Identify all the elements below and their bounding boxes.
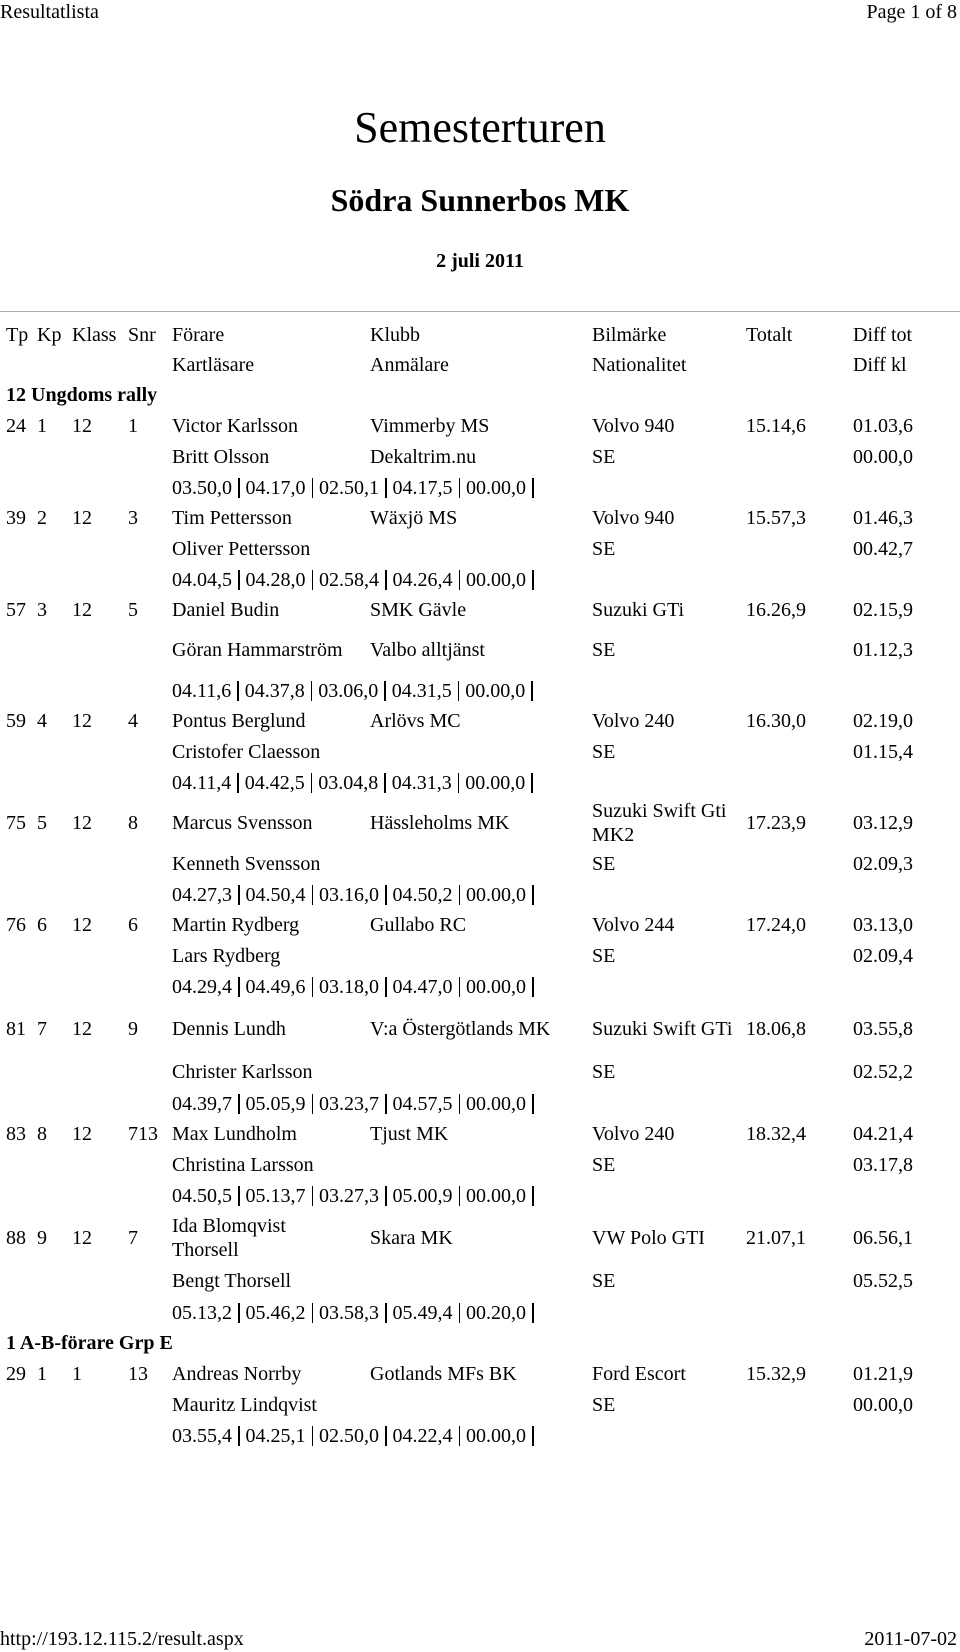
driver-club: Skara MK xyxy=(370,1226,453,1249)
stage-time: 04.50,2 xyxy=(392,883,453,906)
diff-total: 01.21,9 xyxy=(853,1363,913,1385)
results-table xyxy=(0,320,960,1451)
stage-times xyxy=(172,971,540,1002)
class-number: 12 xyxy=(72,710,92,732)
col-klass: Klass xyxy=(72,324,117,346)
stage-time: 03.06,0 xyxy=(318,679,379,702)
diff-total: 02.15,9 xyxy=(853,599,913,621)
total-time: 15.32,9 xyxy=(746,1363,806,1385)
split-divider xyxy=(238,570,240,590)
split-divider xyxy=(385,1303,387,1323)
driver-club: Wäxjö MS xyxy=(370,507,458,529)
entry-sub-row xyxy=(0,848,960,879)
diff-class: 01.12,3 xyxy=(853,639,913,661)
driver-club: SMK Gävle xyxy=(370,599,467,621)
stage-time: 00.00,0 xyxy=(466,883,526,906)
stage-time: 03.04,8 xyxy=(318,771,379,794)
nationality: SE xyxy=(592,639,616,661)
stage-time: 04.27,3 xyxy=(172,883,232,906)
stage-time: 00.20,0 xyxy=(466,1301,526,1324)
split-divider xyxy=(312,570,314,590)
entrant: Dekaltrim.nu xyxy=(370,445,477,468)
position-class: 3 xyxy=(37,599,47,621)
split-divider xyxy=(238,885,240,905)
nationality: SE xyxy=(592,1060,616,1083)
stage-time: 04.26,4 xyxy=(392,568,453,591)
stage-time: 04.31,5 xyxy=(391,679,452,702)
stage-time: 05.49,4 xyxy=(392,1301,453,1324)
position-total: 59 xyxy=(6,710,26,732)
stage-time: 00.00,0 xyxy=(466,476,526,499)
split-divider xyxy=(459,977,461,997)
split-divider xyxy=(312,1186,314,1206)
split-divider xyxy=(532,885,534,905)
diff-class: 00.42,7 xyxy=(853,537,913,560)
position-class: 1 xyxy=(37,1363,47,1385)
entry-sub-row xyxy=(0,533,960,564)
diff-total: 03.12,9 xyxy=(853,812,913,834)
car-make: Suzuki Swift Gti MK2 xyxy=(592,800,727,846)
position-class: 2 xyxy=(37,507,47,529)
driver-name: Ida Blomqvist Thorsell xyxy=(172,1214,286,1261)
col-kp: Kp xyxy=(37,324,62,346)
stage-times xyxy=(172,564,540,595)
col-klubb: Klubb xyxy=(370,324,420,346)
split-divider xyxy=(237,681,239,701)
entry-main-row xyxy=(0,1119,960,1149)
entry-splits-row xyxy=(0,675,960,706)
start-number: 4 xyxy=(128,710,138,732)
entry-sub-row xyxy=(0,625,960,675)
class-number: 12 xyxy=(72,507,92,529)
header-separator xyxy=(0,311,960,312)
stage-time: 03.50,0 xyxy=(172,476,232,499)
position-total: 39 xyxy=(6,507,26,529)
stage-time: 00.00,0 xyxy=(466,1184,526,1207)
driver-name: Pontus Berglund xyxy=(172,710,306,732)
codriver-name: Göran Hammarström xyxy=(172,639,343,661)
class-heading: 1 A-B-förare Grp E xyxy=(6,1332,173,1354)
diff-total: 04.21,4 xyxy=(853,1123,913,1145)
stage-time: 04.37,8 xyxy=(244,679,305,702)
split-divider xyxy=(459,885,461,905)
stage-time: 04.49,6 xyxy=(245,975,306,998)
split-divider xyxy=(531,773,533,793)
split-divider xyxy=(385,1426,387,1446)
start-number: 713 xyxy=(128,1123,158,1145)
split-divider xyxy=(238,1094,240,1114)
stage-time: 05.00,9 xyxy=(392,1184,453,1207)
class-number: 12 xyxy=(72,812,92,834)
diff-total: 02.19,0 xyxy=(853,710,913,732)
event-date: 2 juli 2011 xyxy=(436,250,524,272)
split-divider xyxy=(459,1303,461,1323)
stage-time: 04.11,6 xyxy=(172,679,232,702)
total-time: 16.26,9 xyxy=(746,599,806,621)
start-number: 3 xyxy=(128,507,138,529)
column-header-row-2 xyxy=(0,350,960,380)
driver-name: Daniel Budin xyxy=(172,599,280,621)
driver-club: Gullabo RC xyxy=(370,914,467,936)
total-time: 16.30,0 xyxy=(746,710,806,732)
entry-main-row xyxy=(0,1211,960,1264)
split-divider xyxy=(238,1426,240,1446)
class-heading: 12 Ungdoms rally xyxy=(6,384,158,406)
codriver-name: Lars Rydberg xyxy=(172,944,281,967)
nationality: SE xyxy=(592,944,616,967)
stage-time: 04.04,5 xyxy=(172,568,232,591)
page-header-left: Resultatlista xyxy=(0,1,99,23)
split-divider xyxy=(458,681,460,701)
entry-sub-row xyxy=(0,1264,960,1297)
split-divider xyxy=(238,1303,240,1323)
col-totalt: Totalt xyxy=(746,324,793,346)
stage-time: 04.17,5 xyxy=(392,476,453,499)
split-divider xyxy=(312,1094,314,1114)
entry-splits-row xyxy=(0,971,960,1002)
total-time: 15.14,6 xyxy=(746,415,806,437)
position-total: 75 xyxy=(6,812,26,834)
split-divider xyxy=(384,681,386,701)
entry-splits-row xyxy=(0,1088,960,1119)
stage-time: 04.47,0 xyxy=(392,975,453,998)
start-number: 13 xyxy=(128,1363,148,1385)
entry-sub-row xyxy=(0,940,960,971)
stage-time: 03.27,3 xyxy=(319,1184,379,1207)
entry-main-row xyxy=(0,503,960,533)
start-number: 6 xyxy=(128,914,138,936)
stage-time: 04.39,7 xyxy=(172,1092,232,1115)
stage-time: 00.00,0 xyxy=(466,1424,526,1447)
nationality: SE xyxy=(592,445,616,468)
stage-time: 03.23,7 xyxy=(319,1092,379,1115)
split-divider xyxy=(385,1186,387,1206)
diff-class: 00.00,0 xyxy=(853,1393,913,1416)
diff-class: 02.09,3 xyxy=(853,852,913,875)
diff-class: 01.15,4 xyxy=(853,740,913,763)
split-divider xyxy=(385,570,387,590)
results-body xyxy=(0,380,960,1451)
split-divider xyxy=(384,773,386,793)
car-make: Suzuki Swift GTi xyxy=(592,1017,733,1040)
split-divider xyxy=(531,681,533,701)
col-forare: Förare xyxy=(172,324,225,346)
stage-times xyxy=(172,1297,540,1328)
stage-time: 04.57,5 xyxy=(392,1092,453,1115)
split-divider xyxy=(532,1303,534,1323)
diff-total: 01.46,3 xyxy=(853,507,913,529)
codriver-name: Kenneth Svensson xyxy=(172,852,321,875)
page-footer-url: http://193.12.115.2/result.aspx xyxy=(0,1628,244,1650)
split-divider xyxy=(532,570,534,590)
total-time: 18.06,8 xyxy=(746,1017,806,1040)
class-number: 12 xyxy=(72,1226,92,1249)
position-class: 9 xyxy=(37,1226,47,1249)
car-make: Volvo 244 xyxy=(592,914,675,936)
col-bilmarke: Bilmärke xyxy=(592,324,667,346)
stage-time: 03.58,3 xyxy=(319,1301,379,1324)
driver-club: Gotlands MFs BK xyxy=(370,1363,517,1385)
split-divider xyxy=(237,773,239,793)
diff-total: 01.03,6 xyxy=(853,415,913,437)
stage-time: 05.46,2 xyxy=(245,1301,306,1324)
nationality: SE xyxy=(592,1393,616,1416)
class-number: 1 xyxy=(72,1363,82,1385)
stage-time: 02.58,4 xyxy=(319,568,379,591)
entry-splits-row xyxy=(0,1297,960,1328)
position-total: 88 xyxy=(6,1226,26,1249)
stage-time: 04.50,5 xyxy=(172,1184,232,1207)
position-class: 1 xyxy=(37,415,47,437)
stage-time: 00.00,0 xyxy=(466,1092,526,1115)
codriver-name: Mauritz Lindqvist xyxy=(172,1393,317,1416)
stage-time: 02.50,0 xyxy=(319,1424,379,1447)
position-class: 5 xyxy=(37,812,47,834)
col-diff-kl: Diff kl xyxy=(853,354,907,376)
position-class: 8 xyxy=(37,1123,47,1145)
start-number: 5 xyxy=(128,599,138,621)
split-divider xyxy=(459,1186,461,1206)
total-time: 17.24,0 xyxy=(746,914,806,936)
driver-club: V:a Östergötlands MK xyxy=(370,1017,551,1040)
split-divider xyxy=(385,885,387,905)
split-divider xyxy=(312,977,314,997)
nationality: SE xyxy=(592,537,616,560)
entry-main-row xyxy=(0,595,960,625)
col-diff-tot: Diff tot xyxy=(853,324,913,346)
page-header-right: Page 1 of 8 xyxy=(866,1,957,23)
diff-total: 03.13,0 xyxy=(853,914,913,936)
split-divider xyxy=(532,1094,534,1114)
diff-total: 03.55,8 xyxy=(853,1017,913,1040)
class-number: 12 xyxy=(72,1123,92,1145)
stage-time: 05.05,9 xyxy=(245,1092,306,1115)
car-make: Ford Escort xyxy=(592,1363,686,1385)
split-divider xyxy=(385,478,387,498)
diff-class: 05.52,5 xyxy=(853,1269,913,1292)
entry-splits-row xyxy=(0,564,960,595)
entry-main-row xyxy=(0,1002,960,1055)
stage-time: 04.17,0 xyxy=(245,476,306,499)
driver-name: Max Lundholm xyxy=(172,1123,297,1145)
stage-time: 05.13,7 xyxy=(245,1184,306,1207)
split-divider xyxy=(459,1426,461,1446)
entry-main-row xyxy=(0,411,960,441)
codriver-name: Bengt Thorsell xyxy=(172,1269,292,1292)
codriver-name: Britt Olsson xyxy=(172,445,270,468)
start-number: 7 xyxy=(128,1226,138,1249)
stage-times xyxy=(172,1180,540,1211)
entry-sub-row xyxy=(0,441,960,472)
diff-class: 02.09,4 xyxy=(853,944,913,967)
car-make: VW Polo GTI xyxy=(592,1226,705,1249)
entry-main-row xyxy=(0,910,960,940)
entry-splits-row xyxy=(0,1420,960,1451)
diff-class: 03.17,8 xyxy=(853,1153,913,1176)
class-number: 12 xyxy=(72,415,92,437)
position-class: 4 xyxy=(37,710,47,732)
stage-time: 02.50,1 xyxy=(319,476,379,499)
position-total: 57 xyxy=(6,599,26,621)
total-time: 18.32,4 xyxy=(746,1123,806,1145)
class-number: 12 xyxy=(72,599,92,621)
stage-time: 00.00,0 xyxy=(466,975,526,998)
split-divider xyxy=(312,478,314,498)
split-divider xyxy=(459,570,461,590)
stage-time: 03.55,4 xyxy=(172,1424,232,1447)
split-divider xyxy=(238,1186,240,1206)
car-make: Volvo 240 xyxy=(592,1123,675,1145)
stage-times xyxy=(172,1420,540,1451)
driver-name: Andreas Norrby xyxy=(172,1363,302,1385)
driver-name: Victor Karlsson xyxy=(172,415,298,437)
split-divider xyxy=(385,1094,387,1114)
split-divider xyxy=(238,977,240,997)
split-divider xyxy=(459,478,461,498)
split-divider xyxy=(532,977,534,997)
driver-club: Vimmerby MS xyxy=(370,415,490,437)
entry-sub-row xyxy=(0,736,960,767)
page-footer-date: 2011-07-02 xyxy=(864,1628,957,1650)
split-divider xyxy=(312,1426,314,1446)
stage-time: 04.22,4 xyxy=(392,1424,453,1447)
stage-times xyxy=(172,879,540,910)
car-make: Volvo 240 xyxy=(592,710,675,732)
stage-time: 04.25,1 xyxy=(245,1424,306,1447)
codriver-name: Oliver Pettersson xyxy=(172,537,311,560)
position-class: 7 xyxy=(37,1017,47,1040)
split-divider xyxy=(532,478,534,498)
stage-times xyxy=(172,1088,540,1119)
driver-club: Tjust MK xyxy=(370,1123,449,1145)
organizer-club: Södra Sunnerbos MK xyxy=(330,182,630,218)
total-time: 21.07,1 xyxy=(746,1226,806,1249)
stage-times xyxy=(172,472,540,503)
driver-name: Marcus Svensson xyxy=(172,812,313,834)
driver-name: Martin Rydberg xyxy=(172,914,300,936)
driver-name: Dennis Lundh xyxy=(172,1017,286,1040)
nationality: SE xyxy=(592,1153,616,1176)
start-number: 8 xyxy=(128,812,138,834)
event-title: Semesterturen xyxy=(354,103,606,152)
nationality: SE xyxy=(592,852,616,875)
position-total: 81 xyxy=(6,1017,26,1040)
entry-main-row xyxy=(0,706,960,736)
position-total: 29 xyxy=(6,1363,26,1385)
class-number: 12 xyxy=(72,914,92,936)
position-class: 6 xyxy=(37,914,47,936)
position-total: 76 xyxy=(6,914,26,936)
car-make: Suzuki GTi xyxy=(592,599,685,621)
split-divider xyxy=(312,885,314,905)
stage-times xyxy=(172,767,539,798)
entry-sub-row xyxy=(0,1055,960,1088)
col-nationalitet: Nationalitet xyxy=(592,354,687,376)
codriver-name: Christina Larsson xyxy=(172,1153,314,1176)
entry-main-row xyxy=(0,1359,960,1389)
split-divider xyxy=(459,1094,461,1114)
col-kartlasare: Kartläsare xyxy=(172,354,255,376)
stage-time: 04.42,5 xyxy=(244,771,305,794)
entry-sub-row xyxy=(0,1149,960,1180)
stage-time: 04.50,4 xyxy=(245,883,306,906)
car-make: Volvo 940 xyxy=(592,507,675,529)
stage-time: 00.00,0 xyxy=(465,771,526,794)
entry-main-row xyxy=(0,798,960,848)
start-number: 1 xyxy=(128,415,138,437)
stage-time: 00.00,0 xyxy=(466,568,526,591)
split-divider xyxy=(385,977,387,997)
position-total: 24 xyxy=(6,415,26,437)
split-divider xyxy=(532,1426,534,1446)
stage-times xyxy=(172,675,539,706)
class-number: 12 xyxy=(72,1017,92,1040)
position-total: 83 xyxy=(6,1123,26,1145)
stage-time: 03.18,0 xyxy=(319,975,379,998)
total-time: 15.57,3 xyxy=(746,507,806,529)
entry-splits-row xyxy=(0,1180,960,1211)
stage-time: 04.29,4 xyxy=(172,975,232,998)
split-divider xyxy=(312,1303,314,1323)
codriver-name: Christer Karlsson xyxy=(172,1060,313,1083)
diff-class: 02.52,2 xyxy=(853,1060,913,1083)
col-snr: Snr xyxy=(128,324,156,346)
stage-time: 00.00,0 xyxy=(465,679,526,702)
split-divider xyxy=(311,681,313,701)
col-tp: Tp xyxy=(6,324,29,346)
codriver-name: Cristofer Claesson xyxy=(172,740,321,763)
driver-name: Tim Pettersson xyxy=(172,507,292,529)
entry-splits-row xyxy=(0,472,960,503)
entry-splits-row xyxy=(0,767,960,798)
stage-time: 05.13,2 xyxy=(172,1301,232,1324)
start-number: 9 xyxy=(128,1017,138,1040)
entry-splits-row xyxy=(0,879,960,910)
split-divider xyxy=(458,773,460,793)
split-divider xyxy=(311,773,313,793)
total-time: 17.23,9 xyxy=(746,812,806,834)
stage-time: 04.11,4 xyxy=(172,771,232,794)
driver-club: Arlövs MC xyxy=(370,710,461,732)
split-divider xyxy=(532,1186,534,1206)
stage-time: 04.31,3 xyxy=(391,771,452,794)
split-divider xyxy=(238,478,240,498)
car-make: Volvo 940 xyxy=(592,415,675,437)
entry-sub-row xyxy=(0,1389,960,1420)
column-header-row-1 xyxy=(0,320,960,350)
diff-total: 06.56,1 xyxy=(853,1226,913,1249)
driver-club: Hässleholms MK xyxy=(370,812,510,834)
nationality: SE xyxy=(592,1269,616,1292)
diff-class: 00.00,0 xyxy=(853,445,913,468)
stage-time: 03.16,0 xyxy=(319,883,379,906)
nationality: SE xyxy=(592,740,616,763)
col-anmalare: Anmälare xyxy=(370,354,449,376)
entrant: Valbo alltjänst xyxy=(370,639,485,661)
stage-time: 04.28,0 xyxy=(245,568,306,591)
